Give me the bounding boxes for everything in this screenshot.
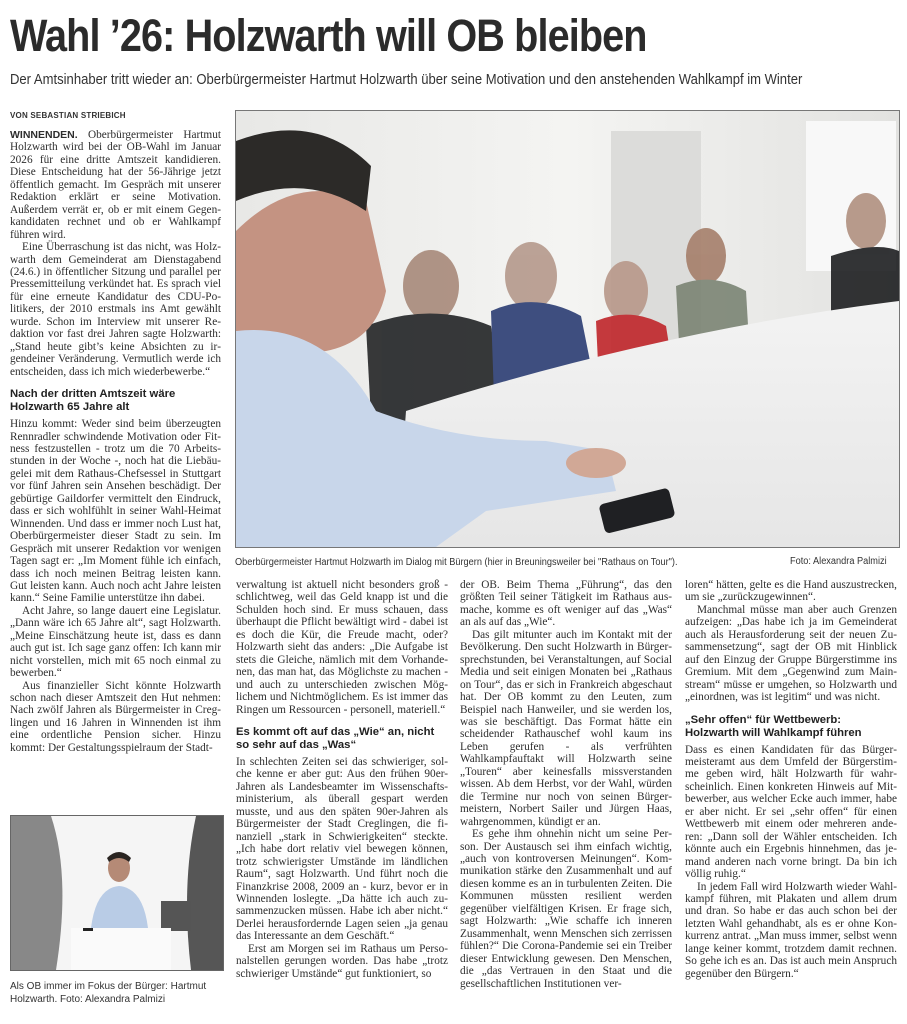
main-photo (235, 110, 900, 548)
byline-prefix: VON (10, 111, 28, 120)
article-column-2 (236, 579, 448, 980)
paragraph: In jedem Fall wird Holzwarth wieder Wahlkampf führen, mit Plakaten und allem drum und dran. So habe er das auch schon bei der letzten Wahl gehandhabt, als es er ohne Konkurrenz antrat. „Man muss immer, selbst wenn lange keiner kommt, trotzdem damit rechnen. So gehe ich es an. Das ist auch mein Anspruch gegenüber den Bürgern.“ (685, 880, 897, 980)
dateline: WINNENDEN. (10, 129, 78, 141)
paragraph: Eine Überraschung ist das nicht, was Holzwarth dem Gemeinderat am Dienstagabend (24.6.) in öffentlicher Sitzung und parallel per Pressemitteilung verkündet hat. Es sprach viel für eine erneute Kandidatur des CDU-Politikers, der 2010 erstmals ins Amt gewählt wurde. Schon im Interview mit unserer Redaktion vor fast drei Jahren sagte Holzwarth: „Stand heute gibt’s keine Absichten zu irgendeiner Veränderung. Vermutlich werde ich entscheiden, dass ich mich wiederbewerbe.“ (10, 241, 221, 378)
paragraph-text: Oberbürgermeister Hartmut Holzwarth wird bei der OB-Wahl im Januar 2026 für eine dritte Amtszeit kandidieren. Diese Entscheidung hat der 56-Jährige jetzt öffentlich gemacht. Im Gespräch mit unserer Redaktion erklärt er seine Motivation. Außerdem verrät er, ob er mit einem Gegenkandidaten rechnet und ob er Wahlkampf führen wird. (10, 129, 221, 241)
portrait-photo-illustration (11, 816, 223, 970)
paragraph: In schlechten Zeiten sei das schwieriger, solche kenne er aber gut: Aus den frühen 90er-Jahren als Landesbeamter im Wissenschaftsministerium, als überall gespart werden musste, und aus den späten 90er-Jahren als Bürgermeister der Stadt Creglingen, die finanziell „stark in Schwierigkeiten“ steckte. „Ich habe dort relativ viel bewegen können, trotz schwierigster Umstände im ländlichen Raum“, sagt Holzwarth. Und führt noch die Finanzkrise 2008, 2009 an - kurz, bevor er in Winnenden loslegte. „Da hätte ich auch zusammenzucken müssen. Habe ich aber nicht.“ Derlei herausfordernde Lagen seien „ja genau das Interessante an dem Geschäft.“ (236, 755, 448, 943)
paragraph: Dass es einen Kandidaten für das Bürgermeisteramt aus dem Umfeld der Bürgerstimme geben wird, hält Holzwarth für wahrscheinlich. Einen konkreten Hinweis auf Mitbewerber, aus welcher Ecke auch immer, habe er aber nicht. Er sei „sehr offen“ für einen Wettbewerb mit einem oder mehreren anderen: „Dann soll der Wähler entscheiden. Ich könnte auch ein Ergebnis hinnehmen, das jemand anderen nach vorne bringt. Da bin ich völlig ruhig.“ (685, 743, 897, 881)
paragraph: Es gehe ihm ohnehin nicht um seine Person. Der Austausch sei ihm einfach wichtig, „auch von kontroversen Meinungen“. Kommunikation stärke den Zusammenhalt und auf diesen komme es an in turbulenten Zeiten. Die Kommunen müssten resilient werden gegenüber vielfältigen Krisen. Er frage sich, sagt Holzwarth: „Wie schaffe ich inneren Zusammenhalt, wenn Menschen sich zerrissen fühlen?“ Die Corona-Pandemie sei ein Treiber dieser Entwicklung gewesen. Den Menschen, die „das Vertrauen in den Staat und die gesellschaftlichen Institutionen ver- (460, 828, 672, 990)
article-column-1 (10, 129, 221, 754)
article-column-3 (460, 579, 672, 990)
portrait-photo-caption: Als OB immer im Fokus der Bürger: Hartmut Holzwarth. Foto: Alexandra Palmizi (10, 981, 207, 1005)
byline (10, 111, 126, 120)
portrait-photo (10, 815, 224, 971)
subheading: Es kommt oft auf das „Wie“ an, nicht so sehr auf das „Was“ (236, 725, 435, 751)
paragraph: Aus finanzieller Sicht könnte Holzwarth schon nach dieser Amtszeit den Hut nehmen: Nach zwölf Jahren als Bürgermeister in Creglingen und 16 Jahren in Winnenden ist ihm eine ordentliche Pension sicher. Hinzu kommt: Der Gestaltungsspielraum der Stadt- (10, 679, 221, 754)
subheading: „Sehr offen“ für Wettbewerb: Holzwarth will Wahlkampf führen (685, 713, 862, 739)
paragraph: Das gilt mitunter auch im Kontakt mit der Bevölkerung. Den sucht Holzwarth in Bürgersprechstunden, bei Veranstaltungen, auf Social Media und seit einigen Monaten bei „Rathaus on Tour“, das er sich in Frankreich abgeschaut hat. Der OB kommt zu den Leuten, zum Beispiel nach Hanweiler, und sie werden los, was sie beschäftigt. Das Format hätte ein scheidender Rathauschef wohl kaum ins Leben gerufen - als verfrühten Wahlkampfauftakt will Holzwarth seine „Touren“ aber keinesfalls missverstanden wissen. Ab dem Herbst, vor der Wahl, würden die Termine nur noch von seinen Bürgermeistern, Norbert Sailer und Jürgen Haas, wahrgenommen, kündigt er an. (460, 628, 672, 828)
subheading: Nach der dritten Amtszeit wäre Holzwarth 65 Jahre alt (10, 388, 176, 414)
paragraph: Erst am Morgen sei im Rathaus um Personalstellen gerungen worden. Das habe „trotz schwieriger Umstände“ gut funktioniert, so (236, 942, 448, 980)
meeting-photo-illustration (236, 111, 899, 547)
main-photo-caption: Oberbürgermeister Hartmut Holzwarth im Dialog mit Bürgern (hier in Breuningsweiler bei "Rathaus on Tour"). (235, 557, 678, 568)
paragraph: Acht Jahre, so lange dauert eine Legislatur. „Dann wäre ich 65 Jahre alt“, sagt Holzwarth. „Meine Einschätzung heute ist, dass es dann auch gut ist. Ich sage ganz offen: Ich kann mir nicht vorstellen, mich mit 65 noch einmal zu bewerben.“ (10, 604, 221, 680)
paragraph: Manchmal müsse man aber auch Grenzen aufzeigen: „Das habe ich ja im Gemeinderat auch als Herausforderung seit der neuen Zusammensetzung“, sagt der OB mit Hinblick auf den Einzug der Gruppe Bürgerstimme ins Gremium. Mit dem „Gegenwind zum Mainstream“ müsse er umgehen, so Holzwarth und „einordnen, was ist legitim“ und was nicht. (685, 603, 897, 704)
main-photo-credit: Foto: Alexandra Palmizi (790, 556, 887, 567)
headline: Wahl ’26: Holzwarth will OB bleiben (10, 10, 647, 61)
paragraph (10, 129, 221, 241)
article-column-4 (685, 579, 897, 980)
paragraph: verwaltung ist aktuell nicht besonders groß - schlichtweg, weil das Geld knapp ist und die Schulden hoch sind. Er muss schauen, dass überhaupt die Pflicht bewältigt wird - dabei ist es doch die Kür, die Freude macht, oder? Holzwarth sieht das anders: „Die Aufgabe ist stets die Gleiche, nämlich mit dem Vorhandenen, das man hat, das Möglichste zu machen - und auch zu unterschieden zwischen Möglichem und Nichtmöglichem. Es ist immer das Ringen um Ressourcen - personell, materiell.“ (236, 579, 448, 716)
paragraph: Hinzu kommt: Weder sind beim überzeugten Rennradler schwindende Motivation oder Fitness festzustellen - trotz um die 70 Arbeitsstunden in der Woche -, noch hat die Liebäugelei mit dem Rathaus-Chefsessel in Stuttgart vor fünf Jahren sein Ansehen beschädigt. Der gebürtige Gaildorfer vermittelt den Eindruck, dass er sich wohlfühlt in seiner Wahl-Heimat Winnenden. Und dass er immer noch Lust hat, Oberbürgermeister dieser Stadt zu sein. Im Gespräch mit unserer Redaktion vor wenigen Tagen sagt er: „Im Moment fühle ich einfach, dass ich noch meinen Beitrag leisten kann. Gut leisten kann. Auch noch acht Jahre leisten kann.“ Seine Familie unterstütze ihn dabei. (10, 418, 221, 605)
paragraph: loren“ hätten, gelte es die Hand auszustrecken, um sie „zurückzugewinnen“. (685, 579, 897, 604)
paragraph: der OB. Beim Thema „Führung“, das den größten Teil seiner Tätigkeit im Rathaus ausmache, komme es oft weniger auf das „Was“ an als auf das „Wie“. (460, 579, 672, 629)
subheadline: Der Amtsinhaber tritt wieder an: Oberbürgermeister Hartmut Holzwarth über seine Motivation und den anstehenden Wahlkampf im Winter (10, 71, 803, 88)
byline-author: SEBASTIAN STRIEBICH (30, 111, 126, 120)
